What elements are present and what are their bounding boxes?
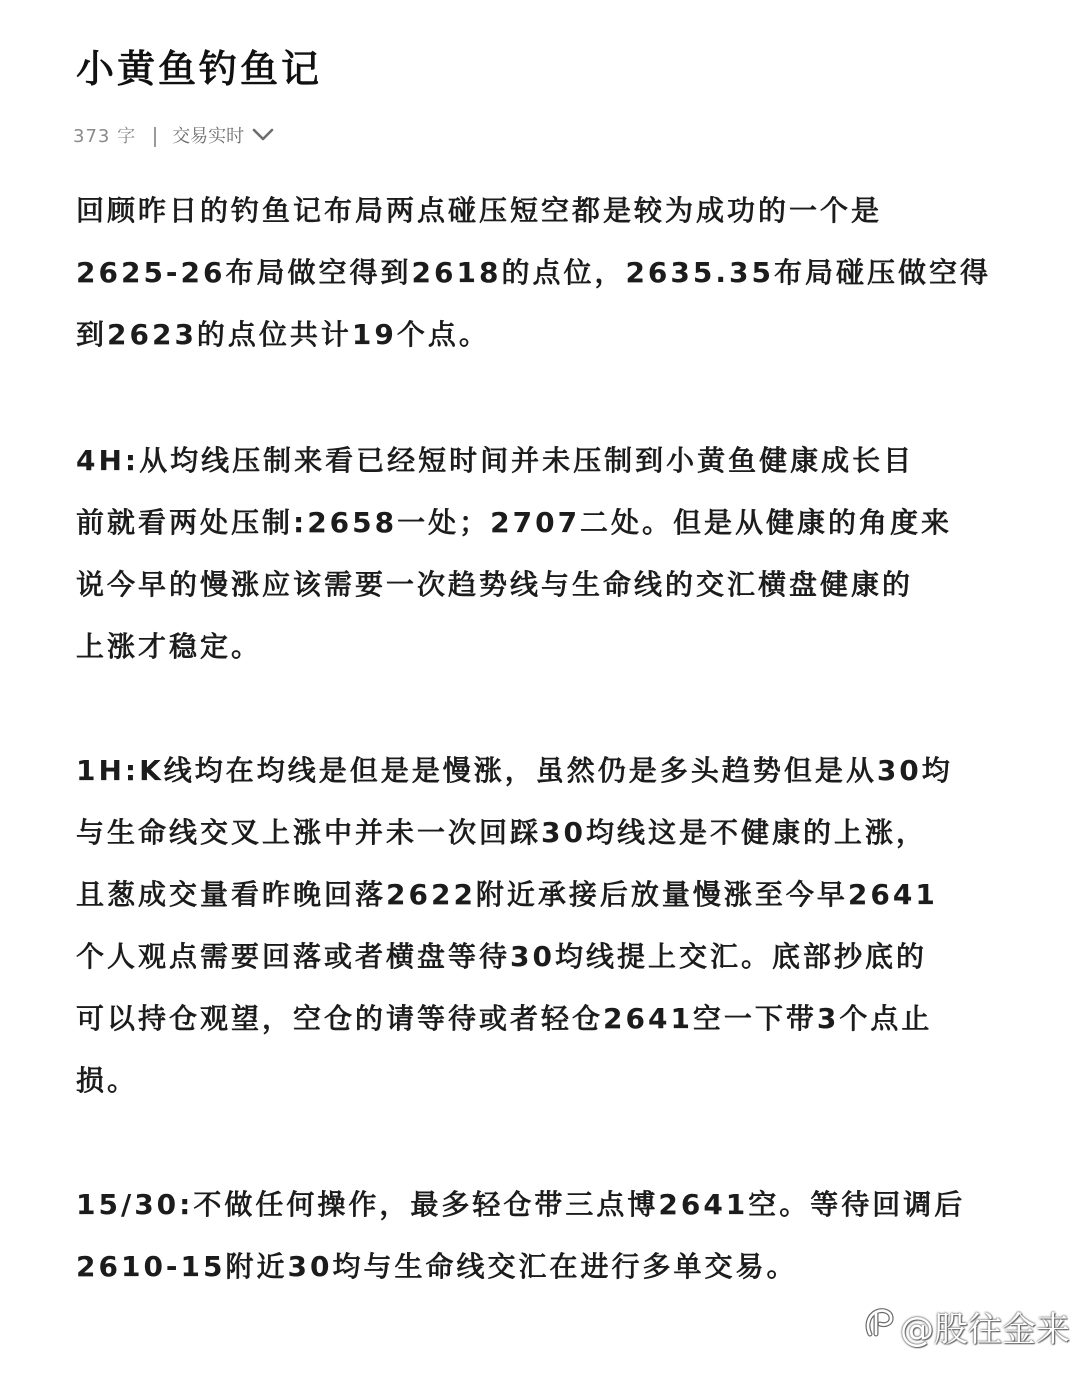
text-line: 4H:从均线压制来看已经短时间并未压制到小黄鱼健康成长目 [76, 444, 915, 477]
text-line: 说今早的慢涨应该需要一次趋势线与生命线的交汇横盘健康的 [76, 568, 914, 601]
paragraph-1h [76, 740, 1021, 1112]
text-line: 个人观点需要回落或者横盘等待30均线提上交汇。底部抄底的 [76, 940, 927, 973]
word-count: 373 字 [73, 126, 137, 147]
paragraph-review [76, 180, 1021, 366]
text-line: 损。 [76, 1064, 139, 1097]
text-line: 可以持仓观望，空仓的请等待或者轻仓2641空一下带3个点止 [76, 1002, 933, 1035]
text-line: 2625-26布局做空得到2618的点位，2635.35布局碰压做空得 [76, 256, 991, 289]
watermark [862, 1302, 1070, 1351]
text-line: 2610-15附近30均与生命线交汇在进行多单交易。 [76, 1250, 798, 1283]
text-line: 15/30:不做任何操作，最多轻仓带三点博2641空。等待回调后 [76, 1188, 966, 1221]
meta-divider [154, 127, 156, 147]
text-line: 1H:K线均在均线是但是是慢涨，虽然仍是多头趋势但是从30均 [76, 754, 953, 787]
platform-logo-icon [862, 1304, 900, 1349]
article-title: 小黄鱼钓鱼记 [76, 47, 323, 91]
text-line: 前就看两处压制:2658一处；2707二处。但是从健康的角度来 [76, 506, 953, 539]
paragraph-15-30 [76, 1174, 1021, 1298]
text-line: 上涨才稳定。 [76, 630, 263, 663]
paragraph-4h [76, 430, 1021, 678]
text-line: 到2623的点位共计19个点。 [76, 318, 490, 351]
category-dropdown[interactable] [172, 122, 274, 148]
text-line: 且葱成交量看昨晚回落2622附近承接后放量慢涨至今早2641 [76, 878, 938, 911]
category-label: 交易实时 [172, 126, 245, 147]
chevron-down-icon [252, 128, 274, 142]
watermark-text: @股往金来 [900, 1310, 1070, 1350]
text-line: 与生命线交叉上涨中并未一次回踩30均线这是不健康的上涨， [76, 816, 927, 849]
article-meta [73, 118, 274, 152]
text-line: 回顾昨日的钓鱼记布局两点碰压短空都是较为成功的一个是 [76, 194, 883, 227]
